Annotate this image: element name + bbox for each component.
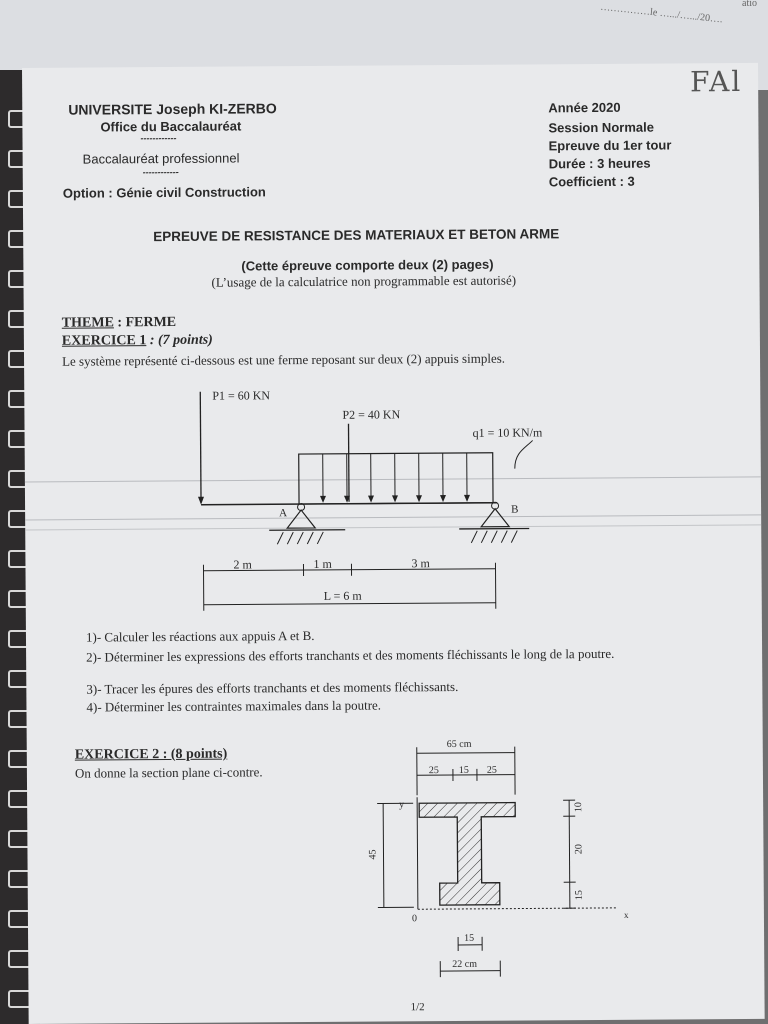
question-1: 1)- Calculer les réactions aux appuis A et B. <box>85 627 315 645</box>
section-h-top: 10 <box>573 802 585 813</box>
dim-total: L = 6 m <box>323 588 362 603</box>
y-axis-label: y <box>399 799 405 811</box>
bac-type: Baccalauréat professionnel <box>82 150 240 167</box>
load-p2-label: P2 = 40 KN <box>342 407 401 422</box>
support-b <box>481 509 509 527</box>
exam-year: Année 2020 <box>548 99 621 116</box>
separator: ------------ <box>140 132 177 144</box>
dimension-line-total <box>204 603 496 605</box>
section-w2: 15 <box>458 764 469 776</box>
section-w3: 25 <box>486 764 497 776</box>
support-a <box>287 510 315 528</box>
question-3: 3)- Tracer les épures des efforts tranchants et des moments fléchissants. <box>86 678 459 697</box>
background-corner-word: atio <box>742 0 757 9</box>
section-w1: 25 <box>428 765 439 777</box>
i-section-diagram <box>347 724 649 996</box>
dim-3m: 3 m <box>411 556 430 571</box>
section-height: 45 <box>367 849 379 860</box>
office-name: Office du Baccalauréat <box>100 118 242 135</box>
exercise2-title: EXERCICE 2 : (8 points) <box>74 746 228 763</box>
support-a-label: A <box>279 507 288 520</box>
university-name: UNIVERSITE Joseph KI-ZERBO <box>68 100 277 118</box>
pages-note: (Cette épreuve comporte deux (2) pages) <box>241 256 494 274</box>
exercise1-intro: Le système représenté ci-dessous est une ferme reposant sur deux (2) appuis simples. <box>61 350 506 369</box>
load-p1-arrow <box>200 392 201 503</box>
exam-page <box>22 63 765 1024</box>
exam-round: Epreuve du 1er tour <box>548 137 672 154</box>
load-p1-label: P1 = 60 KN <box>212 388 271 403</box>
section-bottom-width: 22 cm <box>452 958 478 971</box>
theme-line: THEME : FERME <box>61 314 177 331</box>
page-number: 1/2 <box>410 1001 425 1014</box>
beam-diagram <box>24 363 762 618</box>
support-b-label: B <box>511 503 519 516</box>
background-date-line: ……………le ….../….../20…. <box>599 1 724 26</box>
dim-1m: 1 m <box>313 556 332 571</box>
exercise2-text: On donne la section plane ci-contre. <box>74 764 263 781</box>
origin-label: 0 <box>411 913 417 925</box>
load-p2-arrow <box>348 424 349 502</box>
x-axis-label: x <box>623 909 629 920</box>
exam-session: Session Normale <box>548 119 654 136</box>
i-section-shape <box>419 803 516 906</box>
section-top-width: 65 cm <box>446 738 472 751</box>
section-h-bot: 15 <box>573 890 585 901</box>
exam-title: EPREUVE DE RESISTANCE DES MATERIAUX ET BETON ARME <box>153 226 560 245</box>
question-2: 2)- Déterminer les expressions des efforts tranchants et des moments fléchissants le long de la poutre. <box>86 645 615 665</box>
exercise1-title: EXERCICE 1 : (7 points) <box>61 332 213 349</box>
question-4: 4)- Déterminer les contraintes maximales dans la poutre. <box>86 697 382 715</box>
load-q1-label: q1 = 10 KN/m <box>472 425 543 440</box>
separator: ------------ <box>142 166 179 178</box>
section-h-mid: 20 <box>573 844 585 855</box>
exam-duration: Durée : 3 heures <box>548 155 651 172</box>
handwritten-mark: FAl <box>689 64 743 99</box>
exam-coefficient: Coefficient : 3 <box>548 173 635 190</box>
section-web-width: 15 <box>464 932 475 944</box>
dim-2m: 2 m <box>233 557 252 572</box>
calculator-note: (L’usage de la calculatrice non programmable est autorisé) <box>211 272 517 290</box>
option-line: Option : Génie civil Construction <box>62 184 266 201</box>
